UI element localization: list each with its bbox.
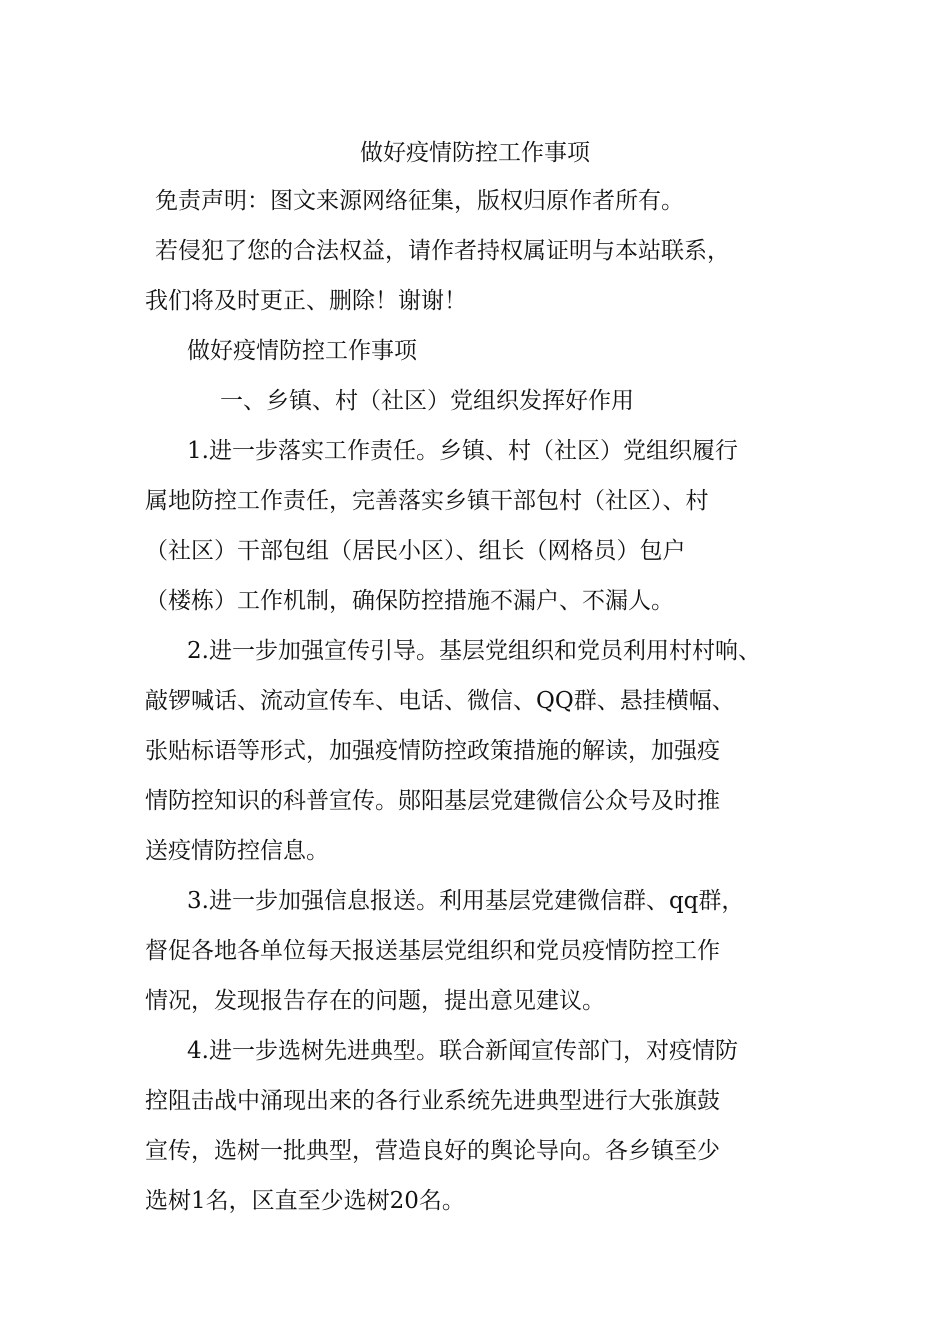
paragraph-line: 敲锣喊话、流动宣传车、电话、微信、QQ群、悬挂横幅、 xyxy=(145,688,735,714)
paragraph-line: 宣传，选树一批典型，营造良好的舆论导向。各乡镇至少 xyxy=(145,1138,720,1164)
paragraph-line: 情况，发现报告存在的问题，提出意见建议。 xyxy=(145,988,605,1014)
item-3-paragraph xyxy=(145,876,825,1026)
document-title: 做好疫情防控工作事项 xyxy=(360,140,590,166)
disclaimer-line-1: 免责声明：图文来源网络征集，版权归原作者所有。 xyxy=(155,188,684,214)
item-2-paragraph xyxy=(145,626,825,876)
paragraph-line: 4.进一步选树先进典型。联合新闻宣传部门，对疫情防 xyxy=(187,1038,738,1064)
item-4-paragraph xyxy=(145,1026,825,1226)
paragraph-line: 属地防控工作责任，完善落实乡镇干部包村（社区）、村 xyxy=(145,488,709,514)
paragraph-line: 选树1名，区直至少选树20名。 xyxy=(145,1188,465,1214)
disclaimer-line-2: 若侵犯了您的合法权益，请作者持权属证明与本站联系， xyxy=(155,238,730,264)
paragraph-line: 张贴标语等形式，加强疫情防控政策措施的解读，加强疫 xyxy=(145,738,720,764)
item-1-paragraph xyxy=(145,426,825,626)
paragraph-line: 1.进一步落实工作责任。乡镇、村（社区）党组织履行 xyxy=(187,438,738,464)
disclaimer-line-3: 我们将及时更正、删除！谢谢！ xyxy=(145,288,467,314)
paragraph-line: 送疫情防控信息。 xyxy=(145,838,329,864)
paragraph-line: 2.进一步加强宣传引导。基层党组织和党员利用村村响、 xyxy=(187,638,761,664)
paragraph-line: 3.进一步加强信息报送。利用基层党建微信群、qq群， xyxy=(187,888,745,914)
paragraph-line: （楼栋）工作机制，确保防控措施不漏户、不漏人。 xyxy=(145,588,674,614)
paragraph-line: 控阻击战中涌现出来的各行业系统先进典型进行大张旗鼓 xyxy=(145,1088,720,1114)
section-heading-1: 一、乡镇、村（社区）党组织发挥好作用 xyxy=(220,388,634,414)
document-subtitle: 做好疫情防控工作事项 xyxy=(187,338,417,364)
paragraph-line: 情防控知识的科普宣传。郧阳基层党建微信公众号及时推 xyxy=(145,788,720,814)
paragraph-line: 督促各地各单位每天报送基层党组织和党员疫情防控工作 xyxy=(145,938,720,964)
paragraph-line: （社区）干部包组（居民小区）、组长（网格员）包户 xyxy=(145,538,686,564)
